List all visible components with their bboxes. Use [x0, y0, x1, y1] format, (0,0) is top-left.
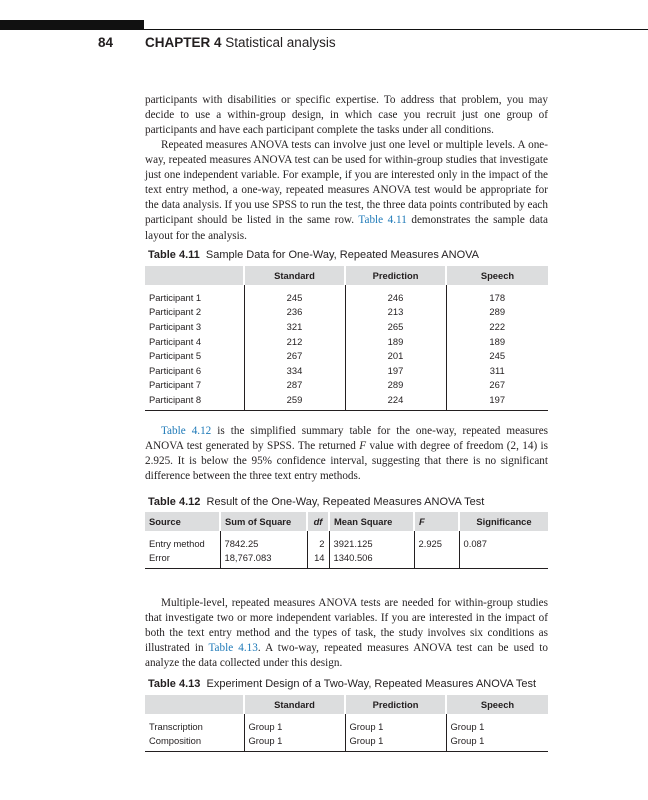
row-label: Participant 1: [149, 291, 202, 303]
table-cell: Group 1: [446, 714, 548, 734]
table-row: [145, 714, 548, 734]
table-4-12-label: Table 4.12: [148, 496, 201, 508]
table-row: [145, 334, 548, 349]
table-4-11: [145, 266, 548, 411]
table-cell: 14: [307, 551, 329, 569]
column-header: Speech: [446, 695, 548, 714]
row-label: Participant 8: [149, 393, 202, 405]
table-4-13-caption: [148, 678, 536, 690]
table-cell: 189: [446, 334, 548, 349]
row-label: Error: [149, 552, 170, 564]
row-label: Participant 6: [149, 364, 202, 376]
column-header: df: [307, 512, 329, 531]
chapter-label: CHAPTER 4: [145, 35, 222, 50]
table-cell: 201: [345, 348, 446, 363]
table-cell: 265: [345, 319, 446, 334]
paragraph-4-tail: . A two-way, repeated measures ANOVA test can be used to analyze the data collected under this design.: [145, 642, 548, 670]
row-label: Participant 5: [149, 350, 202, 362]
paragraph-4: [145, 596, 548, 671]
row-label: Participant 4: [149, 335, 202, 347]
table-cell: 289: [345, 378, 446, 393]
row-label: Transcription: [149, 720, 203, 732]
table-cell: 259: [244, 392, 345, 410]
column-header: [145, 695, 244, 714]
column-header: [145, 266, 244, 285]
column-header: Standard: [244, 695, 345, 714]
page-number: 84: [98, 35, 114, 50]
table-row: [145, 378, 548, 393]
column-header: Significance: [459, 512, 548, 531]
table-row: [145, 392, 548, 410]
paragraph-2-tail: demonstrates the sample data layout for the analysis.: [145, 214, 548, 242]
chapter-title: Statistical analysis: [225, 35, 336, 50]
paragraph-4-text: Multiple-level, repeated measures ANOVA tests are needed for within-group studies that investigate two or more independent variables. If you are interested in the impact of both the text entry method and the types of task, the study involves six conditions as illustrated in: [145, 597, 548, 655]
table-cell: 1340.506: [329, 551, 414, 569]
table-cell: 236: [244, 305, 345, 320]
table-cell: 311: [446, 363, 548, 378]
table-cell: 224: [345, 392, 446, 410]
table-cell: 213: [345, 305, 446, 320]
table-cell: 334: [244, 363, 345, 378]
table-cell: 2.925: [414, 531, 459, 551]
column-header: Sum of Square: [220, 512, 307, 531]
table-cell: Group 1: [244, 714, 345, 734]
table-cell: 212: [244, 334, 345, 349]
table-cell: 18,767.083: [220, 551, 307, 569]
table-cell: 178: [446, 285, 548, 305]
table-cell: 0.087: [459, 531, 548, 551]
table-4-11-link[interactable]: Table 4.11: [358, 214, 407, 227]
table-4-12-header: [145, 512, 548, 531]
table-cell: Group 1: [345, 734, 446, 752]
table-cell: 321: [244, 319, 345, 334]
paragraph-3-text-end: value with degree of freedom (2, 14) is 2.925. It is below the 95% confidence interval, suggesting that there is no significant difference between the three text entry methods.: [145, 440, 549, 483]
table-4-12-link[interactable]: Table 4.12: [161, 425, 212, 437]
column-header: Prediction: [345, 695, 446, 714]
row-label: Participant 7: [149, 379, 202, 391]
table-row: [145, 348, 548, 363]
table-cell: [414, 551, 459, 569]
column-header: Speech: [446, 266, 548, 285]
row-label: Composition: [149, 735, 202, 747]
column-header: Mean Square: [329, 512, 414, 531]
paragraph-2: [145, 138, 548, 244]
column-header: Source: [145, 512, 220, 531]
table-cell: 246: [345, 285, 446, 305]
table-cell: 222: [446, 319, 548, 334]
column-header: F: [414, 512, 459, 531]
row-label: Participant 2: [149, 306, 202, 318]
table-cell: 267: [244, 348, 345, 363]
table-4-11-caption: [148, 249, 479, 261]
table-row: [145, 734, 548, 752]
f-symbol: F: [359, 440, 367, 453]
table-row: [145, 305, 548, 320]
row-label: Participant 3: [149, 320, 202, 332]
table-cell: 245: [244, 285, 345, 305]
table-4-12: [145, 512, 548, 569]
table-cell: 3921.125: [329, 531, 414, 551]
table-row: [145, 531, 548, 551]
table-4-13-title: Experiment Design of a Two-Way, Repeated Measures ANOVA Test: [206, 678, 537, 690]
paragraph-3: [145, 424, 548, 484]
table-cell: 2: [307, 531, 329, 551]
paragraph-2-text: Repeated measures ANOVA tests can involve just one level or multiple levels. A one-way, repeated measures ANOVA test can be used for within-group studies that investigate just one independent variable. For example, if you are interested only in the impact of the text entry method, a one-way, repeated measures ANOVA test would be appropriate for the data analysis. If you use SPSS to run the test, the three data points contributed by each participant should be listed in the same row.: [145, 139, 548, 227]
table-cell: 197: [446, 392, 548, 410]
table-4-11-header: [145, 266, 548, 285]
table-cell: 287: [244, 378, 345, 393]
table-cell: [459, 551, 548, 569]
row-label: Entry method: [149, 537, 205, 549]
table-4-12-title: Result of the One-Way, Repeated Measures ANOVA Test: [206, 496, 485, 508]
table-4-11-label: Table 4.11: [148, 249, 200, 261]
table-cell: 245: [446, 348, 548, 363]
table-cell: Group 1: [345, 714, 446, 734]
table-cell: 189: [345, 334, 446, 349]
table-cell: 289: [446, 305, 548, 320]
paragraph-3-text: is the simplified summary table for the one-way, repeated measures ANOVA test generated by SPSS. The returned: [145, 425, 549, 453]
table-cell: Group 1: [446, 734, 548, 752]
table-row: [145, 285, 548, 305]
table-cell: 197: [345, 363, 446, 378]
table-4-12-caption: [148, 496, 484, 508]
table-4-11-title: Sample Data for One-Way, Repeated Measures ANOVA: [205, 249, 479, 261]
table-cell: 7842.25: [220, 531, 307, 551]
header-rule: [0, 29, 648, 30]
running-header: [0, 35, 648, 53]
paragraph-1: participants with disabilities or specific expertise. To address that problem, you may decide to use a within-group design, in which case you recruit just one group of participants and have each participant complete the tasks under all conditions.: [145, 94, 548, 137]
column-header: Standard: [244, 266, 345, 285]
column-header: Prediction: [345, 266, 446, 285]
table-row: [145, 551, 548, 569]
chapter-heading: [145, 35, 336, 50]
table-4-13-header: [145, 695, 548, 714]
table-row: [145, 363, 548, 378]
table-cell: Group 1: [244, 734, 345, 752]
table-4-13-link[interactable]: Table 4.13: [208, 642, 258, 655]
table-4-13-label: Table 4.13: [148, 678, 201, 690]
table-cell: 267: [446, 378, 548, 393]
table-4-13: [145, 695, 548, 752]
table-row: [145, 319, 548, 334]
